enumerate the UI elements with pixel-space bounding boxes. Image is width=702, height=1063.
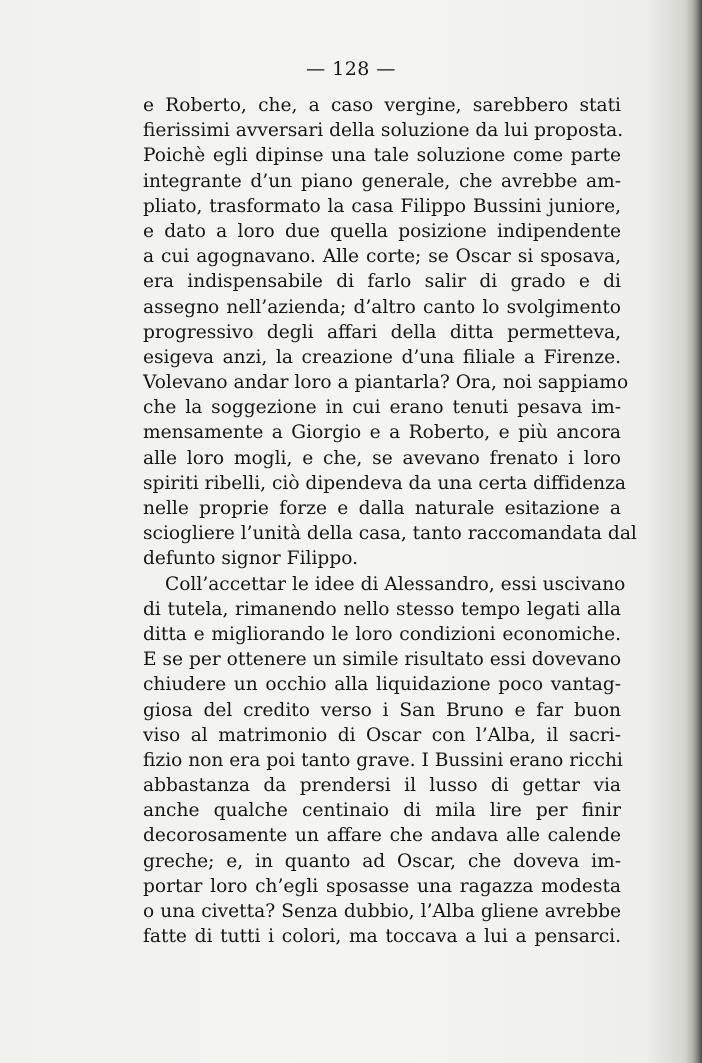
text-line: Volevano andar loro a piantarla? Ora, noi sappiamo: [143, 372, 629, 394]
text-line: progressivo degli affari della ditta permetteva,: [143, 321, 621, 343]
text-line: viso al matrimonio di Oscar con l’Alba, il sacri-: [143, 724, 621, 746]
text-line: nelle proprie forze e dalla naturale esitazione a: [143, 498, 621, 519]
text-line: giosa del credito verso i San Bruno e far buon: [143, 699, 621, 721]
text-line: fierissimi avversari della soluzione da lui proposta.: [143, 120, 624, 142]
text-line: E se per ottenere un simile risultato essi dovevano: [143, 649, 622, 671]
text-line: integrante d’un piano generale, che avrebbe am-: [143, 170, 621, 192]
text-line: esigeva anzi, la creazione d’una filiale a Firenze.: [143, 346, 621, 368]
text-line: spiriti ribelli, ciò dipendeva da una certa diffidenza: [143, 472, 626, 494]
text-line: fatte di tutti i colori, ma toccava a lui a pensarci.: [143, 926, 621, 948]
text-line: o una civetta? Senza dubbio, l’Alba gliene avrebbe: [143, 901, 621, 922]
text-line: e dato a loro due quella posizione indipendente: [143, 220, 621, 242]
text-line: fizio non era poi tanto grave. I Bussini erano ricchi: [143, 749, 623, 771]
page-number: — 128 —: [306, 58, 396, 80]
text-line: ditta e migliorando le loro condizioni economiche.: [143, 623, 621, 645]
text-line: che la soggezione in cui erano tenuti pesava im-: [143, 397, 621, 419]
text-line: pliato, trasformato la casa Filippo Bussini juniore,: [143, 195, 621, 217]
text-line: di tutela, rimanendo nello stesso tempo legati alla: [143, 598, 621, 620]
text-line: decorosamente un affare che andava alle calende: [143, 825, 621, 847]
text-line: sciogliere l’unità della casa, tanto raccomandata dal: [143, 523, 637, 545]
text-line: anche qualche centinaio di mila lire per finir: [143, 800, 621, 822]
text-line: mensamente a Giorgio e a Roberto, e più ancora: [143, 422, 621, 444]
text-line: a cui agognavano. Alle corte; se Oscar si sposava,: [143, 246, 621, 268]
text-line: assegno nell’azienda; d’altro canto lo svolgimento: [143, 296, 621, 318]
body-text: [143, 93, 637, 949]
text-line: era indispensabile di farlo salir di grado e di: [143, 271, 621, 293]
page-binding-shadow: [686, 0, 702, 1063]
text-line: abbastanza da prendersi il lusso di gettar via: [143, 775, 621, 797]
text-line: alle loro mogli, e che, se avevano frenato i loro: [143, 447, 621, 469]
text-line: Coll’accettar le idee di Alessandro, essi uscivano: [165, 573, 626, 595]
text-line: Poichè egli dipinse una tale soluzione come parte: [143, 145, 621, 167]
text-line: greche; e, in quanto ad Oscar, che doveva im-: [143, 850, 621, 872]
text-line: e Roberto, che, a caso vergine, sarebbero stati: [143, 95, 621, 116]
text-line: portar loro ch’egli sposasse una ragazza modesta: [143, 875, 621, 897]
text-line: defunto signor Filippo.: [143, 548, 358, 570]
text-line: chiudere un occhio alla liquidazione poco vantag-: [143, 674, 621, 696]
